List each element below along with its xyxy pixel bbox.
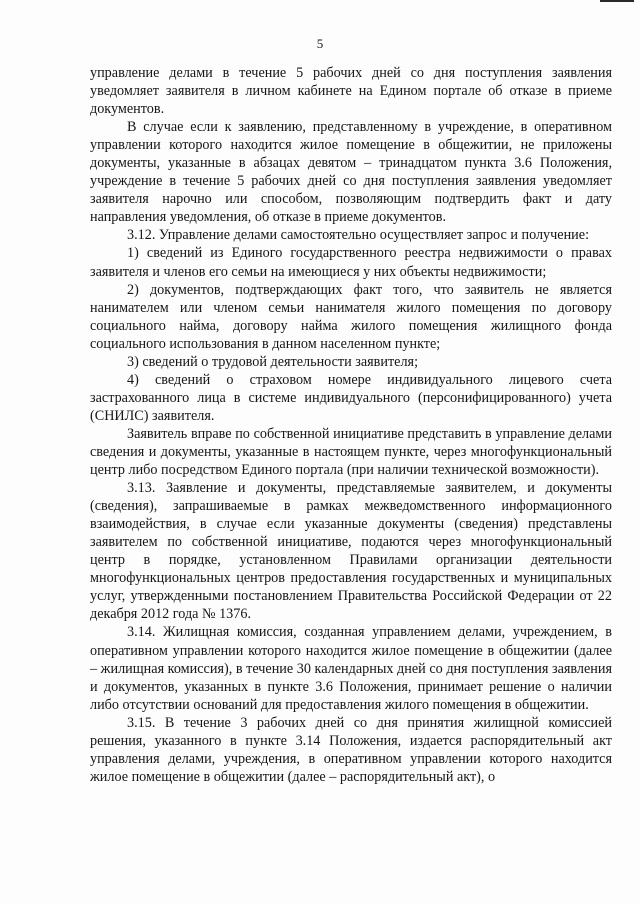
page-number: 5: [316, 36, 324, 51]
list-item-4: 4) сведений о страховом номере индивидуального лицевого счета застрахованного лица в системе индивидуального (персонифицированного) учета (СНИЛС) заявителя.: [90, 371, 612, 424]
list-item-1: 1) сведений из Единого государственного реестра недвижимости о правах заявителя и членов его семьи на имеющиеся у них объекты недвижимости;: [90, 245, 612, 280]
scan-corner-mark: [600, 0, 634, 2]
document-body: [90, 64, 612, 786]
paragraph-3-12: 3.12. Управление делами самостоятельно осуществляет запрос и получение:: [127, 227, 590, 244]
paragraph-3-15: 3.15. В течение 3 рабочих дней со дня принятия жилищной комиссией решения, указанного в пункте 3.14 Положения, издается распорядительный акт управления делами, учреждения, в оперативном управлении которого находится жилое помещение в общежитии (далее – распорядительный акт), о: [90, 714, 612, 785]
paragraph-applicant-right: Заявитель вправе по собственной инициативе представить в управление делами сведения и документы, указанные в настоящем пункте, через многофункциональный центр либо посредством Единого портала (при наличии технической возможности).: [90, 425, 612, 479]
paragraph-refusal-notice: В случае если к заявлению, представленному в учреждение, в оперативном управлении которого находится жилое помещение в общежитии, не приложены документы, указанные в абзацах девятом – тринадцатом пункта 3.6 Положения, учреждение в течение 5 рабочих дней со дня поступления заявления уведомляет заявителя нарочно или способом, позволяющим подтвердить факт и дату направления уведомления, об отказе в приеме документов.: [90, 119, 612, 226]
list-item-3: 3) сведений о трудовой деятельности заявителя;: [127, 353, 419, 370]
paragraph-3-14: 3.14. Жилищная комиссия, созданная управлением делами, учреждением, в оперативном управлении которого находится жилое помещение в общежитии (далее – жилищная комиссия), в течение 30 календарных дней со дня поступления заявления и документов, указанных в пункте 3.6 Положения, принимает решение о наличии либо отсутствии оснований для предоставления жилого помещения в общежитии.: [90, 624, 612, 713]
paragraph-continuation: управление делами в течение 5 рабочих дней со дня поступления заявления уведомляет заявителя в личном кабинете на Едином портале об отказе в приеме документов.: [90, 65, 612, 118]
list-item-2: 2) документов, подтверждающих факт того, что заявитель не является нанимателем или членом семьи нанимателя жилого помещения по договору социального найма, договору найма жилого помещения жилищного фонда социального использования в данном населенном пункте;: [90, 281, 612, 352]
paragraph-3-13: 3.13. Заявление и документы, представляемые заявителем, и документы (сведения), запрашиваемые в рамках межведомственного информационного взаимодействия, в случае если указанные документы (сведения) представлены заявителем по собственной инициативе, подаются через многофункциональный центр в порядке, установленном Правилами организации деятельности многофункциональных центров предоставления государственных и муниципальных услуг, утвержденными постановлением Правительства Российской Федерации от 22 декабря 2012 года № 1376.: [90, 480, 612, 623]
